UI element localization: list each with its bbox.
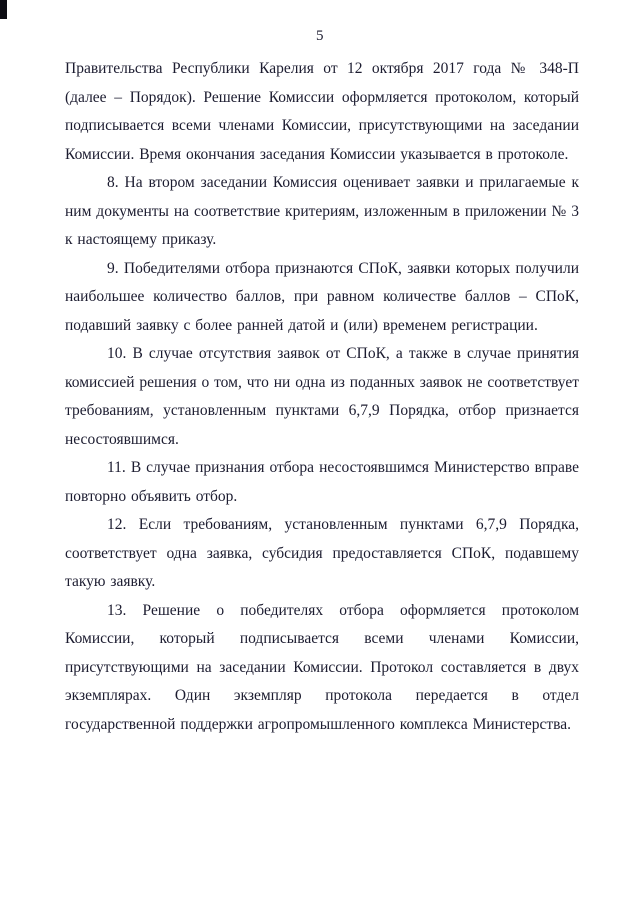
paragraph: 9. Победителями отбора признаются СПоК, заявки которых получили наибольшее количество баллов, при равном количестве баллов – СПоК, подавший заявку с более ранней датой и (или) временем регистрации.: [65, 259, 579, 334]
paragraph: 10. В случае отсутствия заявок от СПоК, а также в случае принятия комиссией решения о том, что ни одна из поданных заявок не соответствует требованиям, установленным пунктами 6,7,9 Порядка, отбор признается несостоявшимся.: [65, 345, 579, 448]
paragraph: 12. Если требованиям, установленным пунктами 6,7,9 Порядка, соответствует одна заявка, субсидия предоставляется СПоК, подавшему такую заявку.: [65, 516, 579, 590]
page-number: 5: [316, 28, 324, 44]
paragraph: 11. В случае признания отбора несостоявшимся Министерство вправе повторно объявить отбор.: [65, 459, 579, 505]
document-text-body: [65, 55, 579, 739]
paragraph: 8. На втором заседании Комиссия оценивает заявки и прилагаемые к ним документы на соответствие критериям, изложенным в приложении № 3 к настоящему приказу.: [65, 174, 579, 248]
paragraph: 13. Решение о победителях отбора оформляется протоколом Комиссии, который подписывается всеми членами Комиссии, присутствующими на заседании Комиссии. Протокол составляется в двух экземплярах. Один экземпляр протокола передается в отдел государственной поддержки агропромышленного комплекса Министерства.: [65, 601, 579, 733]
scan-artifact: [0, 0, 7, 19]
paragraph: Правительства Республики Карелия от 12 октября 2017 года № 348-П (далее – Порядок). Решение Комиссии оформляется протоколом, который подписывается всеми членами Комиссии, присутствующими на заседании Комиссии. Время окончания заседания Комиссии указывается в протоколе.: [65, 60, 579, 163]
